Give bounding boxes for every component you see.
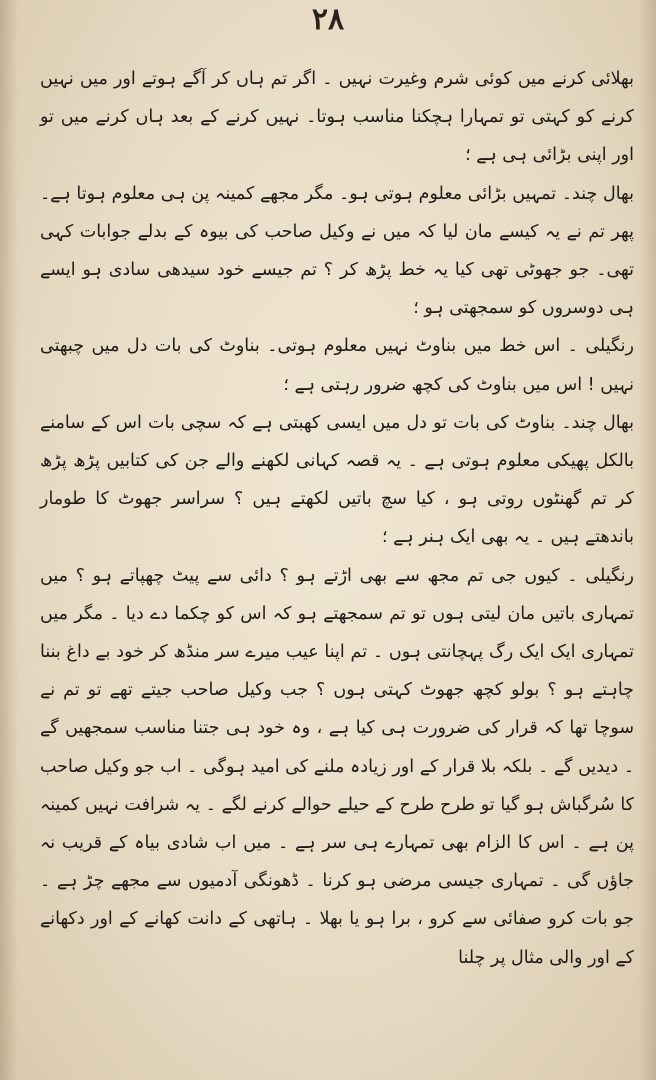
page-right-edge-shadow	[638, 0, 656, 1080]
paragraph: رنگیلی ۔ کیوں جی تم مجھ سے بھی اڑتے ہو ؟ دائی سے پیٹ چھپاتے ہو ؟ میں تمہاری باتیں مان لیتی ہوں تو تم سمجھتے ہو کہ اس کو چکما دے دیا ۔ مگر میں تمہاری ایک ایک رگ پہچانتی ہوں ۔ تم اپنا عیب میرے سر منڈھ کر خود بے داغ بننا چاہتے ہو ؟ بولو کچھ جھوٹ کہتی ہوں ؟ جب وکیل صاحب جیتے تھے تو تم نے سوچا تھا کہ قرار کی ضرورت ہی کیا ہے ، وہ خود ہی جتنا مناسب سمجھیں گے ۔ دیدیں گے ۔ بلکہ بلا قرار کے اور زیادہ ملنے کی امید ہوگی ۔ اب جو وکیل صاحب کا سُرگباش ہو گیا تو طرح طرح کے حیلے حوالے کرنے لگے ۔ یہ شرافت نہیں کمینہ پن ہے ۔ اس کا الزام بھی تمہارے ہی سر ہے ۔ میں اب شادی بیاہ کے قریب نہ جاؤں گی ۔ تمہاری جیسی مرضی ہو کرنا ۔ ڈھونگی آدمیوں سے مجھے چڑ ہے ۔ جو بات کرو صفائی سے کرو ، برا ہو یا بھلا ۔ ہاتھی کے دانت کھانے کے اور دکھانے کے اور والی مثال پر چلنا	[40, 565, 634, 968]
page-number: ۲۸	[311, 2, 345, 37]
paragraph: بھال چند۔ بناوٹ کی بات تو دل میں ایسی کھبتی ہے کہ سچی بات اس کے سامنے بالکل پھیکی معلوم ہوتی ہے ۔ یہ قصہ کہانی لکھنے والے جن کی کتابیں پڑھ پڑھ کر تم گھنٹوں روتی ہو ، کیا سچ باتیں لکھتے ہیں ؟ سراسر جھوٹ کا طومار باندھتے ہیں ۔ یہ بھی ایک ہنر ہے ؛	[40, 412, 634, 548]
body-text	[40, 60, 634, 1020]
page-left-edge-shadow	[0, 0, 18, 1080]
paragraph: بھلائی کرنے میں کوئی شرم وغیرت نہیں ۔ اگر تم ہاں کر آگے ہوتے اور میں نہیں کرنے کو کہتی تو تمہارا ہچکنا مناسب ہوتا۔ نہیں کرنے کے بعد ہاں کرنے میں تو اور اپنی بڑائی ہی ہے ؛	[40, 69, 634, 166]
paragraph: بھال چند۔ تمہیں بڑائی معلوم ہوتی ہو۔ مگر مجھے کمینہ پن ہی معلوم ہوتا ہے۔ پھر تم نے یہ کیسے مان لیا کہ میں نے وکیل صاحب کی بیوہ کے بدلے جوابات کہی تھی۔ جو جھوٹی تھی کیا یہ خط پڑھ کر ؟ تم جیسے خود سیدھی سادی ہو ایسے ہی دوسروں کو سمجھتی ہو ؛	[40, 183, 634, 319]
paragraph: رنگیلی ۔ اس خط میں بناوٹ نہیں معلوم ہوتی۔ بناوٹ کی بات دل میں چبھتی نہیں ! اس میں بناوٹ کی کچھ ضرور رہتی ہے ؛	[40, 336, 634, 395]
